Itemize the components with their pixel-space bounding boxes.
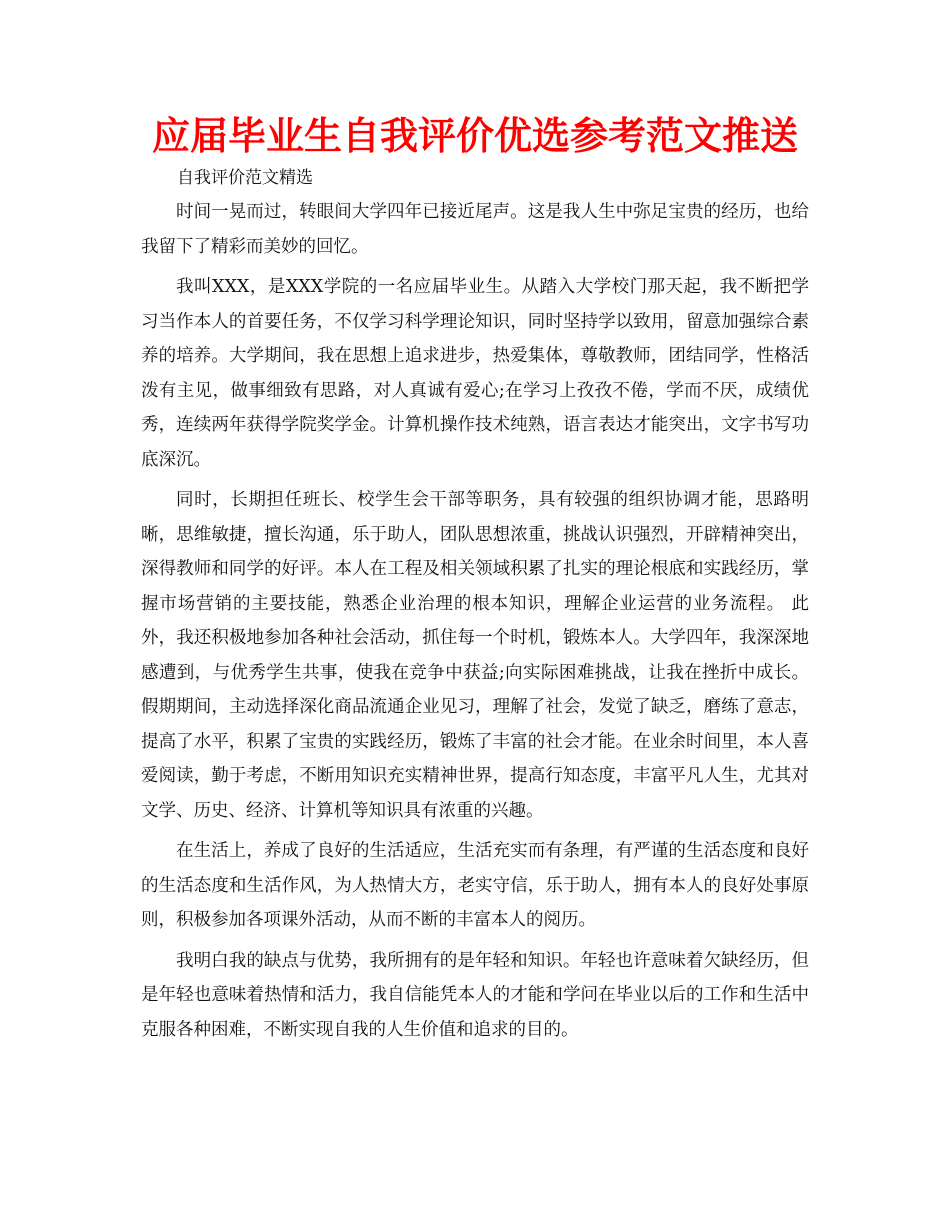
document-body	[141, 195, 809, 1053]
paragraph-4: 在生活上，养成了良好的生活适应，生活充实而有条理，有严谨的生活态度和良好的生活态度和生活作风，为人热情大方，老实守信，乐于助人，拥有本人的良好处事原则，积极参加各项课外活动，从而不断的丰富本人的阅历。	[141, 841, 809, 930]
document-title: 应届毕业生自我评价优选参考范文推送	[151, 114, 798, 158]
paragraph-5: 我明白我的缺点与优势，我所拥有的是年轻和知识。年轻也许意味着欠缺经历，但是年轻也意味着热情和活力，我自信能凭本人的才能和学问在毕业以后的工作和生活中克服各种困难，不断实现自我的人生价值和追求的目的。	[141, 950, 809, 1040]
paragraph-1: 时间一晃而过，转眼间大学四年已接近尾声。这是我人生中弥足宝贵的经历，也给我留下了精彩而美妙的回忆。	[141, 202, 809, 257]
paragraph-3: 同时，长期担任班长、校学生会干部等职务，具有较强的组织协调才能，思路明晰，思维敏捷，擅长沟通，乐于助人，团队思想浓重，挑战认识强烈，开辟精神突出，深得教师和同学的好评。本人在工程及相关领域积累了扎实的理论根底和实践经历，掌握市场营销的主要技能，熟悉企业治理的根本知识，理解企业运营的业务流程。 此外，我还积极地参加各种社会活动，抓住每一个时机，锻炼本人。大学四年，我深深地感遭到，与优秀学生共事，使我在竞争中获益;向实际困难挑战，让我在挫折中成长。假期期间，主动选择深化商品流通企业见习，理解了社会，发觉了缺乏，磨练了意志，提高了水平，积累了宝贵的实践经历，锻炼了丰富的社会才能。在业余时间里，本人喜爱阅读，勤于考虑，不断用知识充实精神世界，提高行知态度，丰富平凡人生，尤其对文学、历史、经济、计算机等知识具有浓重的兴趣。	[141, 490, 809, 821]
document-subtitle: 自我评价范文精选	[177, 168, 313, 188]
paragraph-2: 我叫XXX，是XXX学院的一名应届毕业生。从踏入大学校门那天起，我不断把学习当作本人的首要任务，不仅学习科学理论知识，同时坚持学以致用，留意加强综合素养的培养。大学期间，我在思想上追求进步，热爱集体，尊敬教师，团结同学，性格活泼有主见，做事细致有思路，对人真诚有爱心;在学习上孜孜不倦，学而不厌，成绩优秀，连续两年获得学院奖学金。计算机操作技术纯熟，语言表达才能突出，文字书写功底深沉。	[141, 277, 809, 470]
